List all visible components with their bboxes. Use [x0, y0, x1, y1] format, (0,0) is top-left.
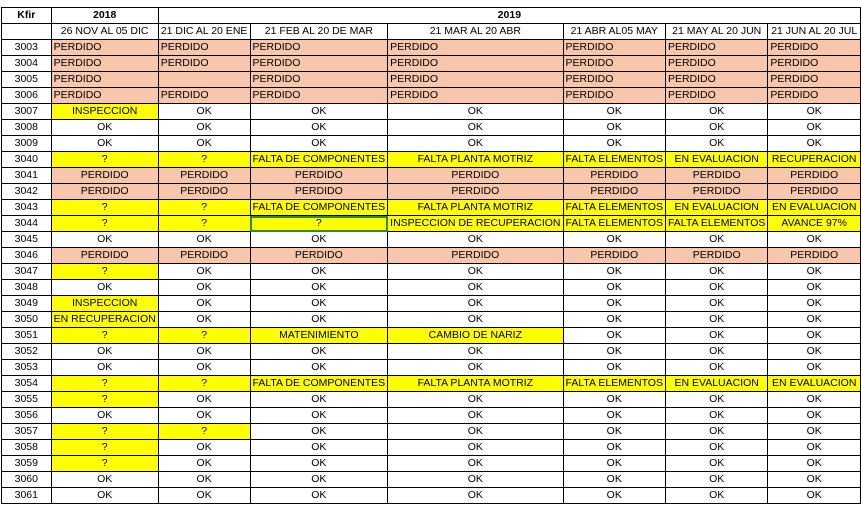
status-cell[interactable]: PERDIDO: [665, 184, 767, 200]
status-cell[interactable]: OK: [51, 136, 158, 152]
status-cell[interactable]: OK: [158, 456, 250, 472]
aircraft-id-cell[interactable]: 3060: [2, 472, 52, 488]
status-cell[interactable]: INSPECCION: [51, 296, 158, 312]
table-row: [2, 120, 861, 136]
aircraft-id-cell[interactable]: 3005: [2, 72, 52, 88]
status-cell[interactable]: OK: [250, 472, 388, 488]
status-cell[interactable]: ?: [158, 424, 250, 440]
status-cell[interactable]: OK: [51, 120, 158, 136]
status-cell[interactable]: PERDIDO: [563, 72, 665, 88]
status-cell[interactable]: OK: [250, 440, 388, 456]
status-cell[interactable]: FALTA ELEMENTOS: [563, 376, 665, 392]
table-row: [2, 472, 861, 488]
status-cell[interactable]: CAMBIO DE NARIZ: [388, 328, 563, 344]
status-cell[interactable]: ?: [51, 376, 158, 392]
aircraft-id-cell[interactable]: 3048: [2, 280, 52, 296]
status-cell[interactable]: PERDIDO: [665, 56, 767, 72]
status-cell[interactable]: OK: [665, 408, 767, 424]
status-cell[interactable]: OK: [51, 360, 158, 376]
table-row: [2, 296, 861, 312]
aircraft-id-cell[interactable]: 3004: [2, 56, 52, 72]
table-row: [2, 264, 861, 280]
status-cell[interactable]: PERDIDO: [563, 248, 665, 264]
aircraft-id-cell[interactable]: 3054: [2, 376, 52, 392]
status-cell[interactable]: OK: [768, 456, 861, 472]
aircraft-id-cell[interactable]: 3059: [2, 456, 52, 472]
status-cell[interactable]: OK: [563, 328, 665, 344]
aircraft-id-cell[interactable]: 3061: [2, 488, 52, 504]
status-cell[interactable]: OK: [250, 456, 388, 472]
aircraft-id-cell[interactable]: 3046: [2, 248, 52, 264]
status-cell[interactable]: PERDIDO: [158, 168, 250, 184]
header-kfir[interactable]: Kfir: [2, 8, 52, 24]
status-cell[interactable]: PERDIDO: [665, 248, 767, 264]
status-cell[interactable]: OK: [388, 424, 563, 440]
status-cell[interactable]: PERDIDO: [768, 184, 861, 200]
status-cell[interactable]: OK: [158, 344, 250, 360]
aircraft-id-cell[interactable]: 3008: [2, 120, 52, 136]
aircraft-id-cell[interactable]: 3009: [2, 136, 52, 152]
status-cell[interactable]: OK: [768, 296, 861, 312]
status-cell[interactable]: RECUPERACION: [768, 152, 861, 168]
table-row: [2, 392, 861, 408]
status-cell[interactable]: PERDIDO: [768, 40, 861, 56]
header-year-2019[interactable]: 2019: [158, 8, 860, 24]
aircraft-id-cell[interactable]: 3042: [2, 184, 52, 200]
status-cell[interactable]: OK: [388, 456, 563, 472]
status-cell[interactable]: OK: [768, 120, 861, 136]
status-cell[interactable]: OK: [768, 328, 861, 344]
table-row: [2, 40, 861, 56]
table-row: [2, 328, 861, 344]
status-cell[interactable]: OK: [158, 312, 250, 328]
header-year-2018[interactable]: 2018: [51, 8, 158, 24]
status-cell[interactable]: OK: [563, 120, 665, 136]
status-cell[interactable]: OK: [665, 488, 767, 504]
table-row: [2, 216, 861, 232]
status-cell[interactable]: PERDIDO: [768, 56, 861, 72]
status-cell[interactable]: OK: [158, 280, 250, 296]
aircraft-id-cell[interactable]: 3055: [2, 392, 52, 408]
table-row: [2, 440, 861, 456]
status-cell[interactable]: OK: [563, 136, 665, 152]
status-cell[interactable]: ?: [158, 200, 250, 216]
status-cell[interactable]: PERDIDO: [51, 88, 158, 104]
table-row: [2, 152, 861, 168]
status-cell[interactable]: [158, 72, 250, 88]
status-cell[interactable]: ?: [158, 328, 250, 344]
header-period[interactable]: 21 ABR AL05 MAY: [563, 24, 665, 40]
status-cell[interactable]: OK: [563, 344, 665, 360]
status-cell[interactable]: PERDIDO: [51, 184, 158, 200]
status-cell[interactable]: PERDIDO: [388, 72, 563, 88]
status-cell[interactable]: OK: [51, 408, 158, 424]
status-cell[interactable]: OK: [158, 360, 250, 376]
header-period[interactable]: 21 JUN AL 20 JUL: [768, 24, 861, 40]
aircraft-id-cell[interactable]: 3041: [2, 168, 52, 184]
table-row: [2, 136, 861, 152]
status-cell[interactable]: EN RECUPERACION: [51, 312, 158, 328]
status-cell[interactable]: OK: [665, 456, 767, 472]
table-row: [2, 184, 861, 200]
status-cell[interactable]: EN EVALUACION: [665, 200, 767, 216]
header-blank-cell[interactable]: [2, 24, 52, 40]
status-cell[interactable]: OK: [51, 344, 158, 360]
status-cell[interactable]: FALTA DE COMPONENTES: [250, 200, 388, 216]
status-cell[interactable]: FALTA PLANTA MOTRIZ: [388, 152, 563, 168]
status-cell[interactable]: PERDIDO: [158, 88, 250, 104]
status-cell[interactable]: PERDIDO: [51, 40, 158, 56]
aircraft-id-cell[interactable]: 3056: [2, 408, 52, 424]
status-cell[interactable]: PERDIDO: [250, 88, 388, 104]
status-cell[interactable]: PERDIDO: [388, 168, 563, 184]
status-cell[interactable]: FALTA PLANTA MOTRIZ: [388, 376, 563, 392]
status-cell[interactable]: OK: [250, 136, 388, 152]
status-cell[interactable]: OK: [250, 104, 388, 120]
status-cell[interactable]: OK: [250, 312, 388, 328]
status-cell[interactable]: OK: [158, 408, 250, 424]
status-spreadsheet: [1, 7, 861, 504]
status-cell[interactable]: OK: [768, 232, 861, 248]
status-cell[interactable]: FALTA DE COMPONENTES: [250, 376, 388, 392]
status-cell[interactable]: OK: [158, 296, 250, 312]
status-cell[interactable]: OK: [250, 392, 388, 408]
status-cell[interactable]: OK: [563, 424, 665, 440]
aircraft-id-cell[interactable]: 3051: [2, 328, 52, 344]
status-cell[interactable]: OK: [250, 408, 388, 424]
table-row: [2, 280, 861, 296]
status-cell[interactable]: OK: [250, 264, 388, 280]
table-row: [2, 312, 861, 328]
status-cell[interactable]: OK: [665, 440, 767, 456]
status-cell[interactable]: OK: [563, 312, 665, 328]
status-cell[interactable]: OK: [665, 280, 767, 296]
status-cell[interactable]: PERDIDO: [768, 88, 861, 104]
status-cell[interactable]: MATENIMIENTO: [250, 328, 388, 344]
status-cell[interactable]: OK: [768, 136, 861, 152]
status-cell[interactable]: OK: [250, 280, 388, 296]
status-cell[interactable]: OK: [563, 360, 665, 376]
header-period[interactable]: 26 NOV AL 05 DIC: [51, 24, 158, 40]
status-cell[interactable]: OK: [665, 472, 767, 488]
status-cell[interactable]: PERDIDO: [665, 88, 767, 104]
aircraft-id-cell[interactable]: 3053: [2, 360, 52, 376]
status-cell[interactable]: PERDIDO: [388, 40, 563, 56]
status-cell[interactable]: OK: [563, 392, 665, 408]
status-cell[interactable]: PERDIDO: [51, 56, 158, 72]
status-cell[interactable]: OK: [768, 424, 861, 440]
table-row: [2, 488, 861, 504]
status-cell[interactable]: OK: [250, 120, 388, 136]
status-cell[interactable]: PERDIDO: [158, 248, 250, 264]
aircraft-id-cell[interactable]: 3007: [2, 104, 52, 120]
status-cell[interactable]: OK: [158, 488, 250, 504]
status-cell[interactable]: PERDIDO: [388, 248, 563, 264]
aircraft-id-cell[interactable]: 3047: [2, 264, 52, 280]
header-row-years: [2, 8, 861, 24]
status-cell[interactable]: PERDIDO: [158, 56, 250, 72]
table-row: [2, 232, 861, 248]
status-cell[interactable]: OK: [250, 296, 388, 312]
aircraft-id-cell[interactable]: 3006: [2, 88, 52, 104]
status-cell[interactable]: OK: [388, 360, 563, 376]
status-cell[interactable]: OK: [388, 312, 563, 328]
status-cell[interactable]: OK: [563, 440, 665, 456]
aircraft-id-cell[interactable]: 3057: [2, 424, 52, 440]
status-cell[interactable]: PERDIDO: [250, 72, 388, 88]
status-cell[interactable]: OK: [665, 264, 767, 280]
status-cell[interactable]: ?: [51, 216, 158, 232]
status-cell[interactable]: INSPECCION: [51, 104, 158, 120]
status-cell[interactable]: OK: [388, 296, 563, 312]
status-cell[interactable]: EN EVALUACION: [768, 200, 861, 216]
status-cell[interactable]: OK: [768, 392, 861, 408]
header-period[interactable]: 21 MAY AL 20 JUN: [665, 24, 767, 40]
status-cell[interactable]: PERDIDO: [250, 168, 388, 184]
status-cell[interactable]: ?: [158, 152, 250, 168]
status-cell[interactable]: PERDIDO: [563, 88, 665, 104]
table-row: [2, 200, 861, 216]
status-cell[interactable]: OK: [768, 344, 861, 360]
status-cell[interactable]: OK: [665, 392, 767, 408]
header-period[interactable]: 21 MAR AL 20 ABR: [388, 24, 563, 40]
status-cell[interactable]: OK: [250, 344, 388, 360]
status-cell[interactable]: OK: [388, 344, 563, 360]
status-cell[interactable]: PERDIDO: [563, 40, 665, 56]
status-cell[interactable]: OK: [665, 296, 767, 312]
status-cell[interactable]: OK: [158, 392, 250, 408]
status-cell[interactable]: OK: [768, 104, 861, 120]
status-cell[interactable]: OK: [665, 136, 767, 152]
status-cell[interactable]: OK: [665, 360, 767, 376]
status-cell[interactable]: OK: [665, 120, 767, 136]
status-cell[interactable]: PERDIDO: [51, 168, 158, 184]
aircraft-id-cell[interactable]: 3045: [2, 232, 52, 248]
status-cell[interactable]: OK: [563, 472, 665, 488]
status-cell[interactable]: ?: [51, 328, 158, 344]
status-cell[interactable]: OK: [768, 408, 861, 424]
status-cell[interactable]: OK: [250, 424, 388, 440]
status-cell[interactable]: PERDIDO: [388, 56, 563, 72]
status-cell[interactable]: OK: [388, 104, 563, 120]
status-cell[interactable]: OK: [388, 232, 563, 248]
status-cell[interactable]: OK: [768, 264, 861, 280]
status-cell[interactable]: OK: [768, 472, 861, 488]
status-cell[interactable]: PERDIDO: [768, 72, 861, 88]
status-cell[interactable]: FALTA ELEMENTOS: [563, 152, 665, 168]
status-cell[interactable]: OK: [665, 232, 767, 248]
status-cell[interactable]: ?: [51, 392, 158, 408]
status-cell[interactable]: ?: [158, 216, 250, 232]
status-cell[interactable]: PERDIDO: [563, 184, 665, 200]
status-cell[interactable]: OK: [563, 280, 665, 296]
status-cell[interactable]: PERDIDO: [768, 168, 861, 184]
status-cell[interactable]: OK: [388, 280, 563, 296]
status-cell[interactable]: OK: [563, 104, 665, 120]
aircraft-id-cell[interactable]: 3052: [2, 344, 52, 360]
status-cell[interactable]: PERDIDO: [250, 40, 388, 56]
status-cell[interactable]: OK: [388, 392, 563, 408]
status-cell[interactable]: ?: [51, 264, 158, 280]
aircraft-id-cell[interactable]: 3040: [2, 152, 52, 168]
status-cell[interactable]: ?: [158, 376, 250, 392]
status-cell[interactable]: OK: [563, 296, 665, 312]
status-cell[interactable]: FALTA PLANTA MOTRIZ: [388, 200, 563, 216]
status-cell[interactable]: OK: [388, 136, 563, 152]
status-cell[interactable]: PERDIDO: [665, 72, 767, 88]
status-cell[interactable]: FALTA ELEMENTOS: [563, 200, 665, 216]
status-cell[interactable]: OK: [665, 104, 767, 120]
table-row: [2, 168, 861, 184]
status-cell[interactable]: EN EVALUACION: [768, 376, 861, 392]
status-cell[interactable]: EN EVALUACION: [665, 152, 767, 168]
status-cell[interactable]: OK: [250, 232, 388, 248]
table-row: [2, 56, 861, 72]
status-cell[interactable]: OK: [563, 408, 665, 424]
status-cell[interactable]: OK: [250, 360, 388, 376]
status-cell[interactable]: OK: [665, 328, 767, 344]
table-row: [2, 424, 861, 440]
status-cell[interactable]: PERDIDO: [250, 184, 388, 200]
status-cell[interactable]: OK: [563, 456, 665, 472]
status-cell[interactable]: PERDIDO: [158, 184, 250, 200]
status-cell[interactable]: OK: [563, 232, 665, 248]
status-cell[interactable]: EN EVALUACION: [665, 376, 767, 392]
table-row: [2, 344, 861, 360]
status-cell[interactable]: OK: [768, 360, 861, 376]
aircraft-id-cell[interactable]: 3043: [2, 200, 52, 216]
status-cell[interactable]: OK: [51, 232, 158, 248]
table-row: [2, 456, 861, 472]
status-cell[interactable]: OK: [768, 488, 861, 504]
status-cell[interactable]: AVANCE 97%: [768, 216, 861, 232]
status-cell[interactable]: OK: [158, 232, 250, 248]
status-cell[interactable]: OK: [388, 264, 563, 280]
status-cell[interactable]: PERDIDO: [51, 72, 158, 88]
aircraft-id-cell[interactable]: 3044: [2, 216, 52, 232]
header-period[interactable]: 21 FEB AL 20 DE MAR: [250, 24, 388, 40]
status-cell[interactable]: ?: [51, 456, 158, 472]
table-row: [2, 376, 861, 392]
status-cell[interactable]: INSPECCION DE RECUPERACION: [388, 216, 563, 232]
status-cell[interactable]: PERDIDO: [665, 40, 767, 56]
status-cell[interactable]: FALTA ELEMENTOS: [665, 216, 767, 232]
status-cell[interactable]: PERDIDO: [158, 40, 250, 56]
status-cell[interactable]: PERDIDO: [250, 56, 388, 72]
status-cell[interactable]: FALTA DE COMPONENTES: [250, 152, 388, 168]
status-cell[interactable]: OK: [158, 264, 250, 280]
status-cell[interactable]: OK: [388, 472, 563, 488]
status-cell[interactable]: OK: [51, 472, 158, 488]
status-cell[interactable]: PERDIDO: [250, 248, 388, 264]
table-row: [2, 104, 861, 120]
status-cell[interactable]: OK: [388, 120, 563, 136]
header-period[interactable]: 21 DIC AL 20 ENE: [158, 24, 250, 40]
table-row: [2, 408, 861, 424]
aircraft-id-cell[interactable]: 3049: [2, 296, 52, 312]
status-cell[interactable]: OK: [388, 408, 563, 424]
status-cell[interactable]: OK: [250, 488, 388, 504]
status-cell[interactable]: OK: [158, 472, 250, 488]
status-cell[interactable]: OK: [563, 264, 665, 280]
status-cell[interactable]: OK: [158, 440, 250, 456]
status-cell[interactable]: OK: [768, 280, 861, 296]
table-row: [2, 248, 861, 264]
status-cell[interactable]: PERDIDO: [768, 248, 861, 264]
status-cell[interactable]: OK: [665, 344, 767, 360]
status-cell[interactable]: OK: [768, 312, 861, 328]
status-cell[interactable]: OK: [51, 280, 158, 296]
status-cell[interactable]: ?: [51, 424, 158, 440]
header-row-periods: [2, 24, 861, 40]
table-row: [2, 360, 861, 376]
table-row: [2, 88, 861, 104]
status-cell[interactable]: PERDIDO: [563, 168, 665, 184]
status-cell[interactable]: ?: [51, 200, 158, 216]
status-cell[interactable]: OK: [51, 488, 158, 504]
status-cell[interactable]: PERDIDO: [665, 168, 767, 184]
status-cell[interactable]: PERDIDO: [563, 56, 665, 72]
status-cell[interactable]: OK: [665, 312, 767, 328]
status-cell-selected[interactable]: ?: [250, 216, 388, 232]
status-cell[interactable]: OK: [563, 488, 665, 504]
status-cell[interactable]: PERDIDO: [51, 248, 158, 264]
status-cell[interactable]: OK: [158, 104, 250, 120]
table-row: [2, 72, 861, 88]
status-cell[interactable]: FALTA ELEMENTOS: [563, 216, 665, 232]
status-cell[interactable]: OK: [158, 120, 250, 136]
aircraft-id-cell[interactable]: 3003: [2, 40, 52, 56]
status-cell[interactable]: OK: [768, 440, 861, 456]
status-cell[interactable]: PERDIDO: [388, 88, 563, 104]
status-cell[interactable]: PERDIDO: [388, 184, 563, 200]
status-cell[interactable]: OK: [665, 424, 767, 440]
status-cell[interactable]: ?: [51, 440, 158, 456]
status-cell[interactable]: OK: [388, 488, 563, 504]
status-cell[interactable]: OK: [158, 136, 250, 152]
aircraft-id-cell[interactable]: 3058: [2, 440, 52, 456]
status-cell[interactable]: OK: [388, 440, 563, 456]
aircraft-id-cell[interactable]: 3050: [2, 312, 52, 328]
status-cell[interactable]: ?: [51, 152, 158, 168]
